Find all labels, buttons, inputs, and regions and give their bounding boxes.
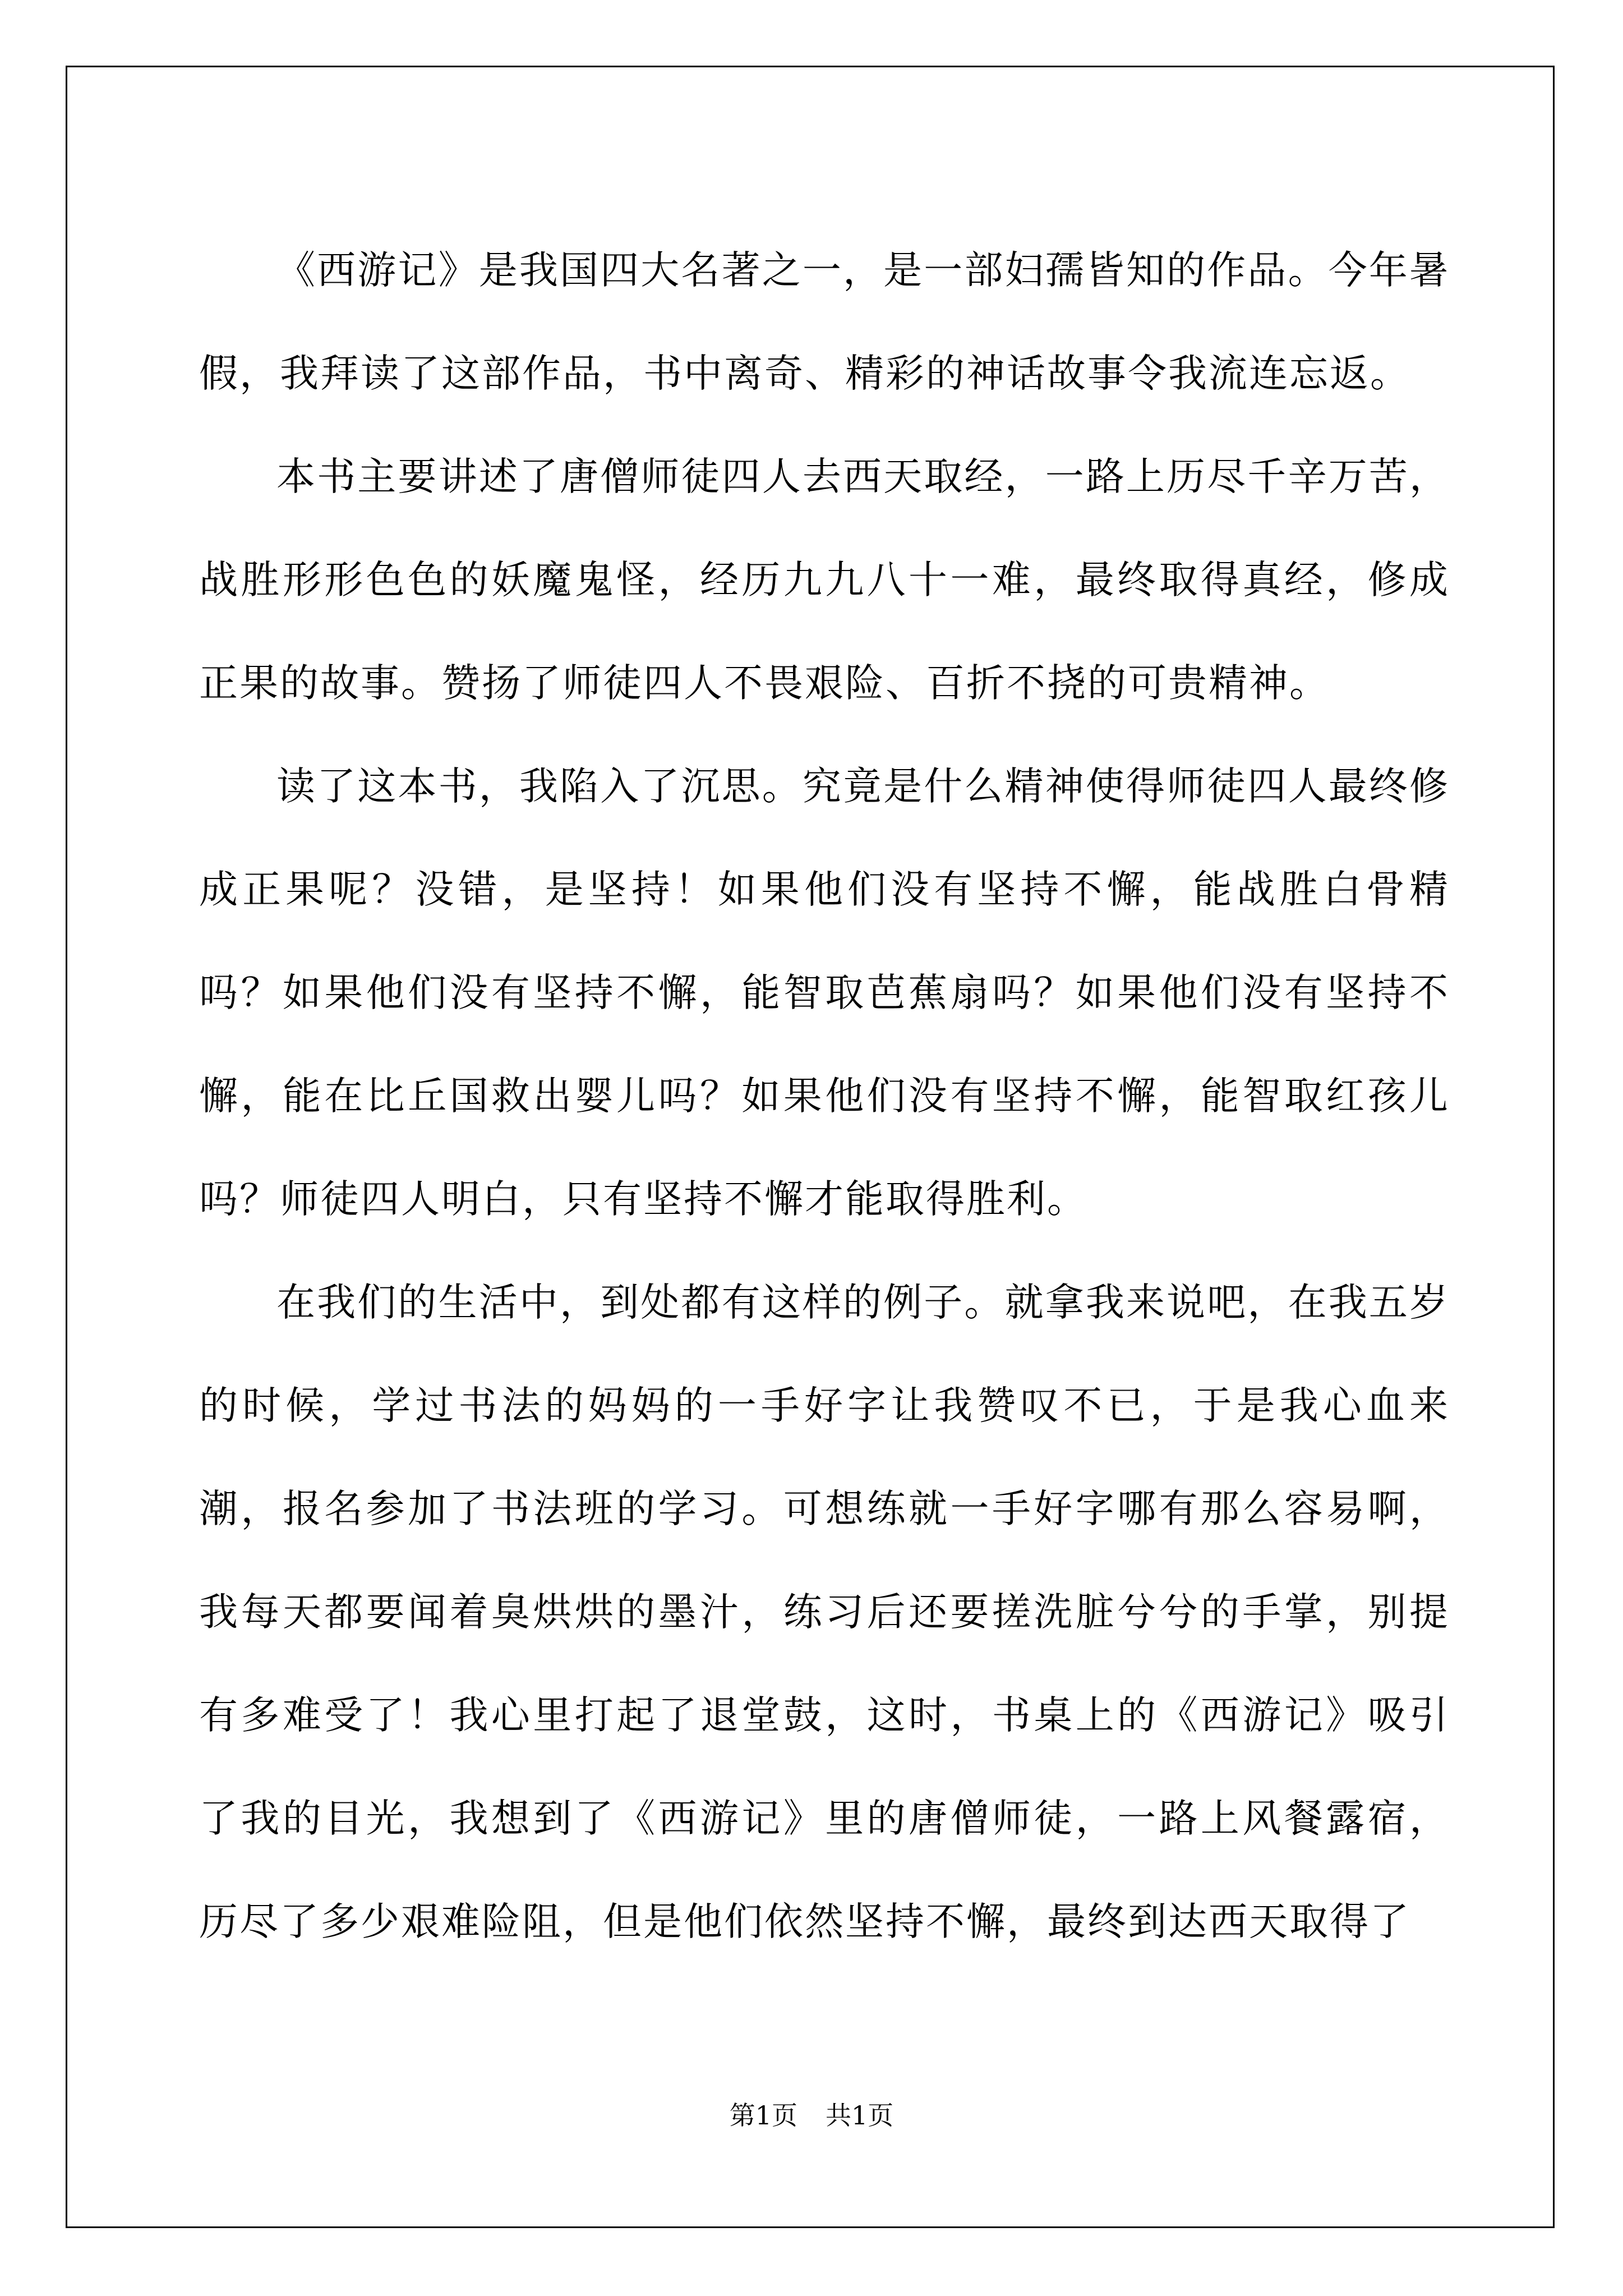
- paragraph-4: 在我们的生活中，到处都有这样的例子。就拿我来说吧，在我五岁的时候，学过书法的妈妈的一手好字让我赞叹不已，于是我心血来潮，报名参加了书法班的学习。可想练就一手好字哪有那么容易啊，我每天都要闻着臭烘烘的墨汁，练习后还要搓洗脏兮兮的手掌，别提有多难受了！我心里打起了退堂鼓，这时，书桌上的《西游记》吸引了我的目光，我想到了《西游记》里的唐僧师徒，一路上风餐露宿，历尽了多少艰难险阻，但是他们依然坚持不懈，最终到达西天取得了: [199, 1280, 1450, 1944]
- document-body: [199, 219, 1450, 1973]
- paragraph-1: 《西游记》是我国四大名著之一，是一部妇孺皆知的作品。今年暑假，我拜读了这部作品，书中离奇、精彩的神话故事令我流连忘返。: [199, 248, 1450, 396]
- page-total: 共1页: [826, 2100, 894, 2131]
- paragraph-3: 读了这本书，我陷入了沉思。究竟是什么精神使得师徒四人最终修成正果呢？没错，是坚持！如果他们没有坚持不懈，能战胜白骨精吗？如果他们没有坚持不懈，能智取芭蕉扇吗？如果他们没有坚持不懈，能在比丘国救出婴儿吗？如果他们没有坚持不懈，能智取红孩儿吗？师徒四人明白，只有坚持不懈才能取得胜利。: [199, 764, 1450, 1222]
- page-number: 第1页: [729, 2100, 797, 2131]
- page-footer: [0, 2095, 1623, 2132]
- paragraph-2: 本书主要讲述了唐僧师徒四人去西天取经，一路上历尽千辛万苦，战胜形形色色的妖魔鬼怪，经历九九八十一难，最终取得真经，修成正果的故事。赞扬了师徒四人不畏艰险、百折不挠的可贵精神。: [199, 454, 1450, 706]
